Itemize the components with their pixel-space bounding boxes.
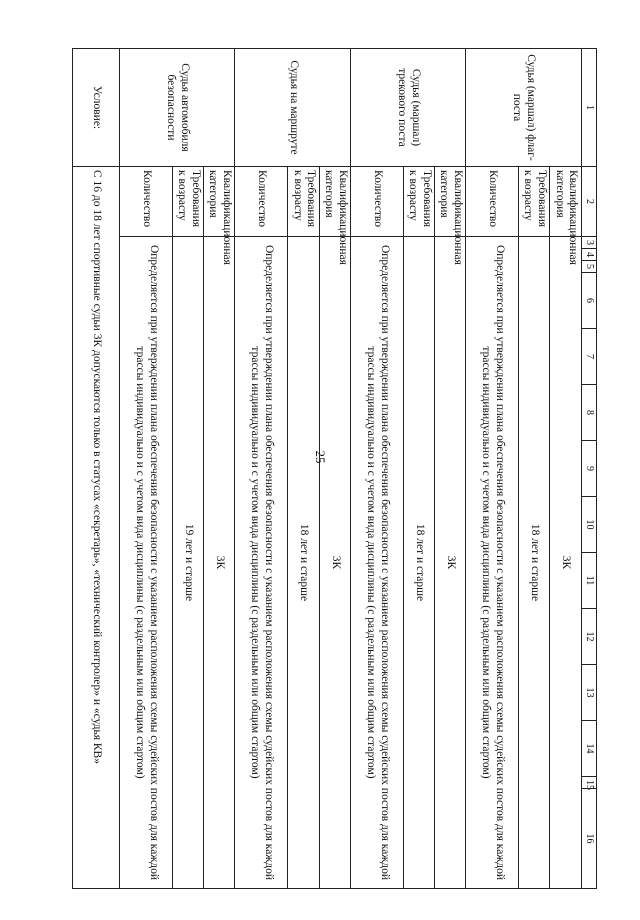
row-value: 18 лет и старше bbox=[519, 237, 550, 889]
row-value: 3К bbox=[435, 237, 466, 889]
header-cell: 16 bbox=[581, 789, 596, 889]
table-row bbox=[403, 49, 434, 889]
row-label: Требования к возрасту bbox=[519, 167, 550, 237]
header-cell: 1 bbox=[581, 49, 596, 167]
rotated-table-wrapper bbox=[72, 48, 597, 881]
header-cell: 15 bbox=[581, 777, 596, 789]
header-cell: 9 bbox=[581, 441, 596, 497]
row-label: Квалификационная категория bbox=[204, 167, 235, 237]
header-cell: 8 bbox=[581, 385, 596, 441]
condition-text: С 16 до 18 лет спортивные судьи 3К допускаются только в статусах «секретарь», «технический контролер» и «судья КВ» bbox=[73, 167, 120, 889]
page-number: 25 bbox=[313, 450, 328, 464]
row-value: 19 лет и старше bbox=[172, 237, 203, 889]
row-label: Квалификационная категория bbox=[435, 167, 466, 237]
table-row bbox=[235, 49, 288, 889]
row-label: Количество bbox=[350, 167, 403, 237]
table-row bbox=[204, 49, 235, 889]
header-cell: 13 bbox=[581, 665, 596, 721]
row-value: 3К bbox=[204, 237, 235, 889]
table-row bbox=[319, 49, 350, 889]
table-row bbox=[519, 49, 550, 889]
header-cell: 10 bbox=[581, 497, 596, 553]
header-cell: 12 bbox=[581, 609, 596, 665]
row-label: Квалификационная категория bbox=[319, 167, 350, 237]
header-cell: 14 bbox=[581, 721, 596, 777]
table-row bbox=[550, 49, 581, 889]
position-cell: Судья автомобиля безопасности bbox=[119, 49, 234, 167]
table-row bbox=[350, 49, 403, 889]
header-cell: 4 bbox=[581, 249, 596, 261]
judges-requirements-table bbox=[72, 48, 597, 889]
row-value: 18 лет и старше bbox=[403, 237, 434, 889]
position-cell: Судья на маршруте bbox=[235, 49, 350, 167]
row-value: Определяется при утверждении плана обеспечения безопасности с указанием расположения схемы судейских постов для каждой трассы индивидуально и с учетом вида дисциплины (с раздельным или общим стартом) bbox=[119, 237, 172, 889]
table-row bbox=[172, 49, 203, 889]
header-cell: 2 bbox=[581, 167, 596, 237]
row-label: Требования к возрасту bbox=[403, 167, 434, 237]
header-row bbox=[581, 49, 596, 889]
table-row bbox=[435, 49, 466, 889]
condition-row bbox=[73, 49, 120, 889]
position-cell: Судья (маршал) трекового поста bbox=[350, 49, 465, 167]
table-row bbox=[288, 49, 319, 889]
row-label: Количество bbox=[119, 167, 172, 237]
header-cell: 11 bbox=[581, 553, 596, 609]
row-value: Определяется при утверждении плана обеспечения безопасности с указанием расположения схемы судейских постов для каждой трассы индивидуально и с учетом вида дисциплины (с раздельным или общим стартом) bbox=[350, 237, 403, 889]
condition-label: Условие: bbox=[73, 49, 120, 167]
row-value: Определяется при утверждении плана обеспечения безопасности с указанием расположения схемы судейских постов для каждой трассы индивидуально и с учетом вида дисциплины (с раздельным или общим стартом) bbox=[235, 237, 288, 889]
header-cell: 3 bbox=[581, 237, 596, 249]
position-cell: Судья (маршал) флаг-поста bbox=[466, 49, 581, 167]
header-cell: 7 bbox=[581, 329, 596, 385]
header-cell: 5 bbox=[581, 261, 596, 273]
table-row bbox=[466, 49, 519, 889]
row-value: 3К bbox=[319, 237, 350, 889]
row-label: Количество bbox=[235, 167, 288, 237]
table-row bbox=[119, 49, 172, 889]
row-value: 3К bbox=[550, 237, 581, 889]
row-value: 18 лет и старше bbox=[288, 237, 319, 889]
row-label: Требования к возрасту bbox=[288, 167, 319, 237]
row-label: Требования к возрасту bbox=[172, 167, 203, 237]
row-value: Определяется при утверждении плана обеспечения безопасности с указанием расположения схемы судейских постов для каждой трассы индивидуально и с учетом вида дисциплины (с раздельным или общим стартом) bbox=[466, 237, 519, 889]
row-label: Квалификационная категория bbox=[550, 167, 581, 237]
row-label: Количество bbox=[466, 167, 519, 237]
header-cell: 6 bbox=[581, 273, 596, 329]
